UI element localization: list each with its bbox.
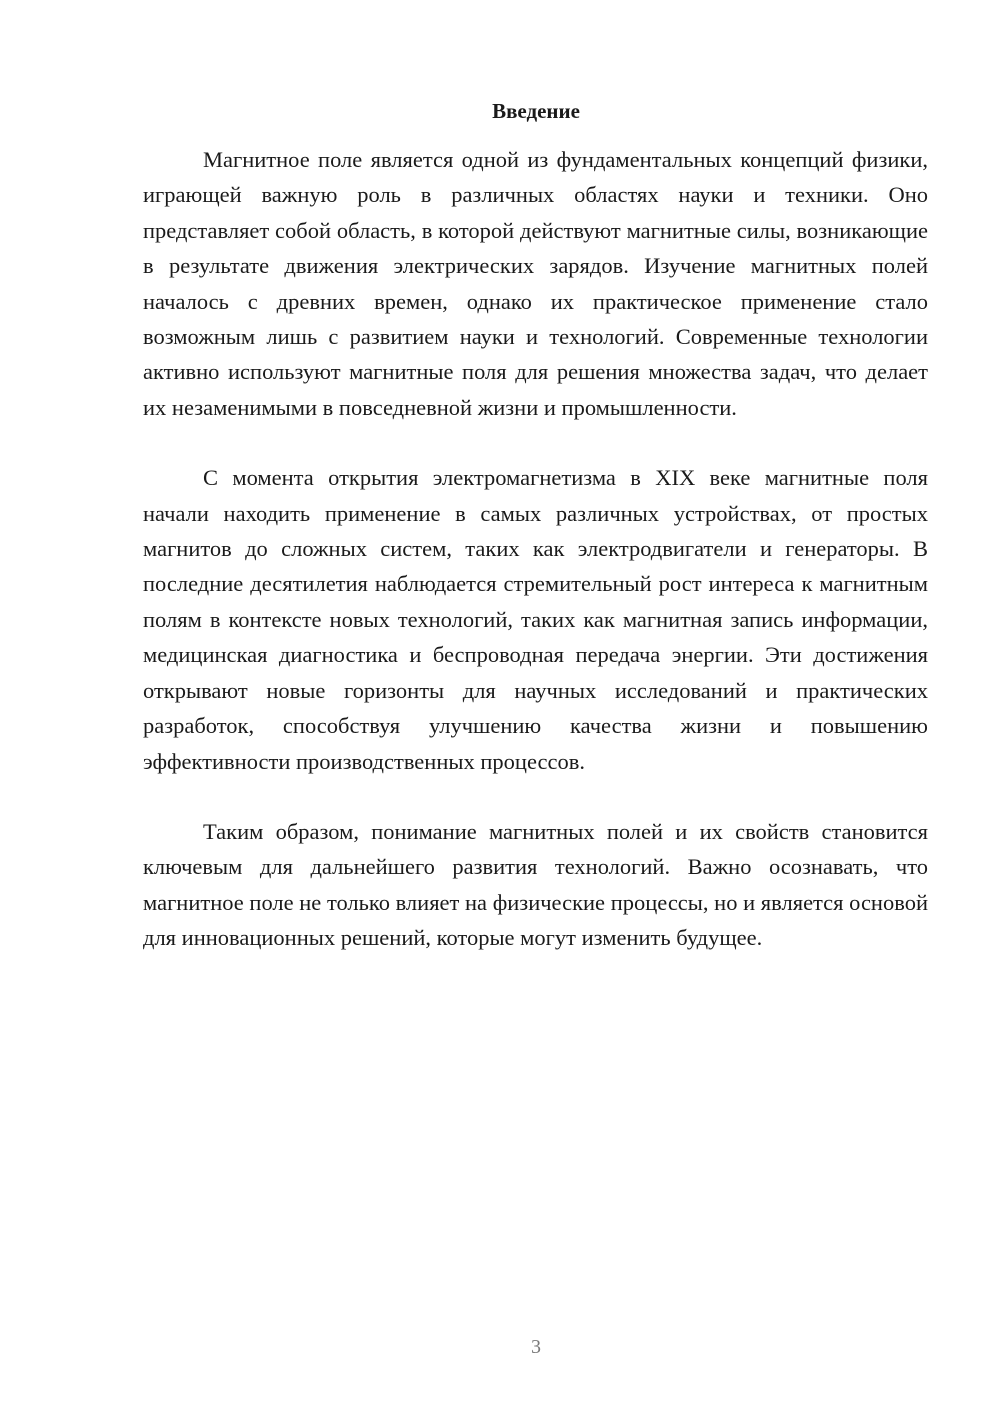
paragraph-3: Таким образом, понимание магнитных полей и их свойств становится ключевым для дальнейшего развития технологий. Важно осознавать, что магнитное поле не только влияет на физические процессы, но и является основой для инновационных решений, которые могут изменить будущее.: [143, 818, 928, 951]
body-text: [143, 142, 928, 991]
paragraph-1: Магнитное поле является одной из фундаментальных концепций физики, играющей важную роль в различных областях науки и техники. Оно представляет собой область, в которой действуют магнитные силы, возникающие в результате движения электрических зарядов. Изучение магнитных полей началось с древних времен, однако их практическое применение стало возможным лишь с развитием науки и технологий. Современные технологии активно используют магнитные поля для решения множества задач, что делает их незаменимыми в повседневной жизни и промышленности.: [143, 147, 928, 420]
page-number: 3: [531, 1336, 541, 1358]
section-title: Введение: [492, 99, 580, 123]
paragraph-2: С момента открытия электромагнетизма в XIX веке магнитные поля начали находить применение в самых различных устройствах, от простых магнитов до сложных систем, таких как электродвигатели и генераторы. В последние десятилетия наблюдается стремительный рост интереса к магнитным полям в контексте новых технологий, таких как магнитная запись информации, медицинская диагностика и беспроводная передача энергии. Эти достижения открывают новые горизонты для научных исследований и практических разработок, способствуя улучшению качества жизни и повышению эффективности производственных процессов.: [143, 465, 928, 774]
